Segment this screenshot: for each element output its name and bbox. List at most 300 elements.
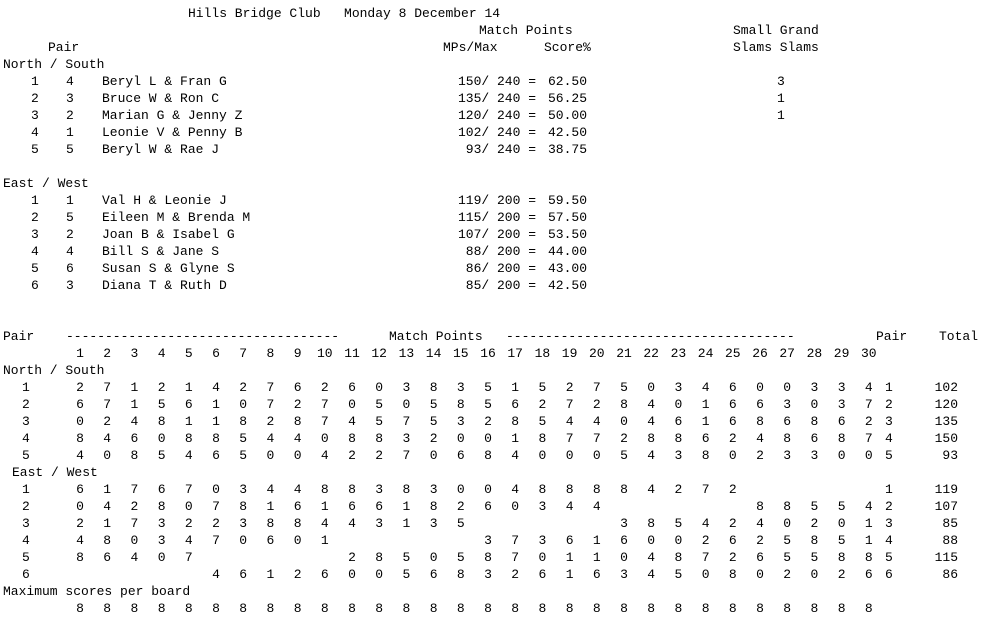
board-score: 4 [320, 448, 329, 463]
board-score: 6 [864, 567, 873, 582]
board-score: 3 [837, 380, 846, 395]
board-number: 28 [806, 346, 823, 361]
board-score: 7 [320, 397, 329, 412]
grid-pair-number-right: 5 [885, 550, 893, 565]
board-number: 15 [452, 346, 469, 361]
max-score: 8 [701, 601, 710, 616]
summary-pair-number: 5 [66, 210, 74, 225]
summary-rank: 2 [31, 91, 39, 106]
board-score: 7 [565, 397, 574, 412]
board-number: 29 [833, 346, 850, 361]
board-score: 8 [484, 448, 492, 463]
board-number: 12 [371, 346, 387, 361]
summary-pair-names: Bill S & Jane S [102, 244, 220, 259]
board-score: 8 [76, 550, 84, 565]
board-score: 2 [348, 448, 356, 463]
board-score: 8 [212, 431, 220, 446]
max-scores-label: Maximum scores per board [3, 584, 191, 599]
board-score: 0 [783, 380, 792, 395]
board-score: 5 [429, 414, 438, 429]
score-pct-heading: Score% [544, 40, 591, 55]
board-score: 1 [320, 499, 329, 514]
board-score: 1 [565, 550, 574, 565]
max-score: 8 [402, 601, 411, 616]
board-score: 2 [130, 499, 139, 514]
board-score: 4 [511, 448, 520, 463]
board-score: 8 [429, 380, 438, 395]
board-score: 8 [783, 431, 792, 446]
board-score: 5 [620, 448, 628, 463]
board-score: 8 [429, 499, 438, 514]
max-score: 8 [320, 601, 329, 616]
board-score: 0 [456, 431, 465, 446]
board-score: 7 [511, 533, 520, 548]
board-score: 6 [157, 482, 166, 497]
max-score: 8 [212, 601, 220, 616]
board-score: 1 [402, 499, 411, 514]
board-number: 26 [752, 346, 768, 361]
board-score: 1 [864, 533, 873, 548]
board-score: 2 [293, 567, 302, 582]
summary-pair-number: 3 [66, 278, 74, 293]
board-score: 8 [674, 550, 683, 565]
board-score: 5 [620, 380, 628, 395]
board-score: 8 [538, 482, 547, 497]
board-score: 0 [266, 448, 275, 463]
board-score: 2 [184, 516, 193, 531]
board-score: 6 [620, 533, 628, 548]
max-score: 8 [184, 601, 193, 616]
mps-max-heading: MPs/Max [443, 40, 498, 55]
board-score: 6 [565, 533, 574, 548]
board-score: 8 [130, 448, 139, 463]
board-score: 5 [239, 431, 248, 446]
board-score: 7 [592, 380, 601, 395]
board-score: 3 [538, 533, 547, 548]
board-score: 0 [674, 533, 683, 548]
board-score: 7 [130, 516, 139, 531]
board-score: 0 [293, 533, 302, 548]
board-score: 7 [565, 431, 574, 446]
board-score: 5 [837, 499, 846, 514]
max-score: 8 [837, 601, 846, 616]
grid-pair-number-right: 1 [885, 380, 893, 395]
board-score: 1 [212, 414, 220, 429]
board-score: 2 [728, 482, 737, 497]
board-score: 2 [456, 499, 465, 514]
board-number: 14 [425, 346, 442, 361]
board-number: 19 [561, 346, 578, 361]
board-score: 6 [538, 567, 547, 582]
board-score: 1 [103, 482, 112, 497]
board-score: 7 [320, 414, 329, 429]
max-score: 8 [864, 601, 873, 616]
board-score: 0 [728, 448, 737, 463]
summary-score-percent: 50.00 [548, 108, 588, 123]
board-score: 6 [456, 448, 465, 463]
board-score: 7 [701, 482, 710, 497]
grid-total: 115 [934, 550, 958, 565]
board-score: 0 [402, 397, 411, 412]
board-score: 2 [728, 550, 737, 565]
board-score: 5 [484, 380, 492, 395]
board-score: 1 [184, 380, 193, 395]
small-grand-heading: Small Grand [733, 23, 819, 38]
board-score: 6 [266, 533, 275, 548]
board-number: 24 [697, 346, 714, 361]
board-score: 0 [592, 448, 601, 463]
board-score: 2 [810, 516, 819, 531]
board-score: 8 [293, 516, 302, 531]
board-number: 9 [293, 346, 302, 361]
board-score: 7 [184, 550, 193, 565]
grid-ew-label: East / West [12, 465, 98, 480]
max-score: 8 [592, 601, 601, 616]
board-score: 0 [756, 567, 764, 582]
board-number: 5 [184, 346, 193, 361]
grid-pair-number-right: 4 [885, 431, 893, 446]
board-score: 8 [701, 448, 710, 463]
board-score: 2 [756, 533, 764, 548]
board-score: 0 [456, 482, 465, 497]
board-score: 1 [701, 397, 710, 412]
board-score: 7 [864, 397, 873, 412]
board-score: 7 [184, 482, 193, 497]
grid-total: 107 [934, 499, 958, 514]
board-score: 2 [592, 397, 601, 412]
grid-dashes-left: ----------------------------------- [66, 329, 340, 344]
board-score: 1 [266, 567, 275, 582]
board-score: 0 [130, 533, 139, 548]
board-score: 8 [837, 550, 846, 565]
board-score: 0 [674, 397, 683, 412]
board-score: 0 [348, 397, 356, 412]
grid-pair-heading: Pair [3, 329, 35, 344]
grid-pair-number: 2 [22, 499, 30, 514]
board-score: 6 [76, 397, 84, 412]
board-number: 7 [239, 346, 248, 361]
board-score: 8 [239, 414, 248, 429]
board-score: 8 [620, 397, 628, 412]
board-number: 30 [860, 346, 877, 361]
board-score: 3 [810, 380, 819, 395]
summary-rank: 4 [31, 244, 39, 259]
board-score: 6 [184, 397, 193, 412]
board-score: 4 [212, 567, 220, 582]
board-score: 6 [592, 567, 601, 582]
match-points-heading: Match Points [479, 23, 573, 38]
board-score: 8 [620, 482, 628, 497]
ns-section-label: North / South [3, 57, 105, 72]
board-score: 2 [375, 448, 384, 463]
max-score: 8 [130, 601, 139, 616]
board-score: 7 [212, 499, 220, 514]
board-score: 2 [620, 431, 628, 446]
summary-pair-number: 2 [66, 227, 74, 242]
summary-pair-names: Diana T & Ruth D [102, 278, 227, 293]
board-score: 6 [511, 397, 520, 412]
board-score: 0 [810, 567, 819, 582]
grid-pair-number-right: 2 [885, 499, 893, 514]
summary-pair-number: 2 [66, 108, 74, 123]
board-score: 4 [511, 482, 520, 497]
board-score: 7 [266, 397, 275, 412]
board-score: 4 [756, 516, 764, 531]
board-score: 0 [484, 482, 492, 497]
board-score: 1 [130, 397, 139, 412]
board-score: 4 [76, 448, 84, 463]
grid-pair-number: 1 [22, 380, 30, 395]
board-score: 8 [348, 431, 356, 446]
board-score: 1 [511, 431, 520, 446]
grid-total: 120 [934, 397, 958, 412]
board-score: 4 [592, 499, 601, 514]
board-score: 8 [456, 397, 465, 412]
board-score: 0 [348, 567, 356, 582]
board-score: 8 [538, 431, 547, 446]
board-score: 5 [837, 533, 846, 548]
max-score: 8 [76, 601, 84, 616]
board-score: 4 [565, 414, 574, 429]
summary-pair-number: 4 [66, 74, 74, 89]
board-score: 7 [402, 414, 411, 429]
board-score: 7 [402, 448, 411, 463]
board-score: 0 [293, 448, 302, 463]
board-score: 6 [783, 414, 792, 429]
board-score: 3 [484, 567, 492, 582]
board-score: 3 [620, 516, 628, 531]
board-score: 2 [837, 567, 846, 582]
board-score: 0 [375, 380, 384, 395]
max-score: 8 [565, 601, 574, 616]
board-score: 3 [783, 397, 792, 412]
board-score: 4 [348, 516, 356, 531]
board-score: 2 [728, 516, 737, 531]
summary-small-slams: 1 [777, 91, 785, 106]
grid-total: 88 [942, 533, 958, 548]
board-score: 8 [293, 414, 302, 429]
grid-pair-number: 4 [22, 533, 30, 548]
board-score: 0 [647, 533, 656, 548]
summary-pair-names: Joan B & Isabel G [102, 227, 235, 242]
board-score: 1 [320, 533, 329, 548]
board-score: 3 [157, 516, 166, 531]
board-score: 8 [756, 414, 764, 429]
board-score: 2 [701, 533, 710, 548]
summary-rank: 1 [31, 193, 39, 208]
board-score: 3 [157, 533, 166, 548]
board-score: 5 [810, 550, 819, 565]
board-number: 13 [398, 346, 415, 361]
board-score: 5 [783, 533, 792, 548]
grid-total: 86 [942, 567, 958, 582]
board-score: 5 [402, 567, 411, 582]
board-score: 4 [647, 550, 656, 565]
board-score: 3 [674, 380, 683, 395]
board-score: 1 [511, 380, 520, 395]
board-score: 2 [864, 414, 873, 429]
board-number: 18 [534, 346, 551, 361]
board-score: 1 [212, 397, 220, 412]
board-score: 1 [592, 550, 601, 565]
board-score: 5 [239, 448, 248, 463]
board-score: 1 [864, 516, 873, 531]
max-score: 8 [293, 601, 302, 616]
board-number: 2 [103, 346, 112, 361]
summary-mps-max: 119/ 200 = [457, 193, 536, 208]
summary-score-percent: 53.50 [548, 227, 588, 242]
summary-small-slams: 1 [777, 108, 785, 123]
summary-small-slams: 3 [777, 74, 785, 89]
board-score: 2 [212, 516, 220, 531]
summary-score-percent: 42.50 [548, 278, 588, 293]
summary-pair-number: 5 [66, 142, 74, 157]
board-score: 5 [375, 414, 384, 429]
max-score: 8 [484, 601, 492, 616]
summary-pair-number: 1 [66, 193, 74, 208]
grid-total: 102 [934, 380, 958, 395]
board-score: 2 [239, 380, 248, 395]
board-score: 6 [728, 533, 737, 548]
board-score: 8 [157, 499, 166, 514]
board-score: 8 [76, 431, 84, 446]
max-score: 8 [810, 601, 819, 616]
board-score: 4 [864, 380, 873, 395]
board-score: 8 [103, 533, 112, 548]
summary-score-percent: 57.50 [548, 210, 588, 225]
max-score: 8 [728, 601, 737, 616]
board-score: 0 [837, 516, 846, 531]
board-score: 4 [266, 431, 275, 446]
summary-mps-max: 102/ 240 = [457, 125, 536, 140]
board-score: 6 [701, 431, 710, 446]
board-score: 8 [266, 516, 275, 531]
grid-total: 93 [942, 448, 958, 463]
board-score: 0 [783, 516, 792, 531]
board-score: 8 [810, 533, 819, 548]
board-score: 4 [647, 414, 656, 429]
board-score: 0 [239, 533, 248, 548]
board-score: 2 [293, 397, 302, 412]
board-score: 0 [647, 380, 656, 395]
grid-pair-number: 3 [22, 516, 30, 531]
summary-pair-names: Susan S & Glyne S [102, 261, 235, 276]
max-score: 8 [456, 601, 465, 616]
board-score: 1 [402, 516, 411, 531]
board-score: 6 [429, 567, 438, 582]
grid-pair-number-right: 1 [885, 482, 893, 497]
board-score: 6 [756, 550, 764, 565]
board-score: 4 [647, 397, 656, 412]
summary-mps-max: 88/ 200 = [465, 244, 536, 259]
board-score: 7 [864, 431, 873, 446]
board-score: 6 [103, 550, 112, 565]
board-score: 4 [647, 448, 656, 463]
summary-mps-max: 85/ 200 = [465, 278, 536, 293]
board-score: 2 [756, 448, 764, 463]
board-score: 5 [810, 499, 819, 514]
summary-score-percent: 43.00 [548, 261, 588, 276]
grid-pair-number: 2 [22, 397, 30, 412]
board-score: 3 [783, 448, 792, 463]
board-score: 5 [429, 397, 438, 412]
summary-rank: 4 [31, 125, 39, 140]
board-score: 4 [647, 482, 656, 497]
grid-pair-number-right: 5 [885, 448, 893, 463]
board-score: 4 [592, 414, 601, 429]
board-score: 6 [212, 448, 220, 463]
board-score: 8 [320, 482, 329, 497]
board-score: 0 [212, 482, 220, 497]
max-score: 8 [538, 601, 547, 616]
max-score: 8 [375, 601, 384, 616]
board-score: 3 [429, 482, 438, 497]
board-score: 5 [674, 516, 683, 531]
max-score: 8 [756, 601, 764, 616]
board-score: 2 [157, 380, 166, 395]
board-score: 5 [157, 397, 166, 412]
board-score: 0 [429, 448, 438, 463]
board-score: 8 [348, 482, 356, 497]
grid-pair-number: 6 [22, 567, 30, 582]
board-score: 6 [348, 380, 356, 395]
summary-mps-max: 135/ 240 = [457, 91, 536, 106]
grid-pair-number-right: 3 [885, 414, 893, 429]
max-score: 8 [511, 601, 520, 616]
summary-pair-names: Marian G & Jenny Z [102, 108, 243, 123]
summary-pair-names: Beryl L & Fran G [102, 74, 227, 89]
summary-rank: 1 [31, 74, 39, 89]
summary-mps-max: 115/ 200 = [457, 210, 536, 225]
board-score: 3 [674, 448, 683, 463]
board-score: 2 [484, 414, 492, 429]
board-score: 3 [402, 431, 411, 446]
board-score: 6 [728, 414, 737, 429]
grid-pair-number: 3 [22, 414, 30, 429]
board-score: 6 [728, 397, 737, 412]
page-title: Hills Bridge Club Monday 8 December 14 [188, 6, 501, 21]
board-score: 8 [647, 431, 656, 446]
max-score: 8 [239, 601, 248, 616]
max-score: 8 [647, 601, 656, 616]
board-score: 8 [756, 499, 764, 514]
board-score: 8 [864, 550, 873, 565]
board-score: 5 [538, 414, 547, 429]
summary-pair-names: Leonie V & Penny B [102, 125, 243, 140]
board-score: 3 [239, 482, 248, 497]
board-number: 8 [266, 346, 275, 361]
board-score: 0 [76, 499, 84, 514]
max-score: 8 [674, 601, 683, 616]
summary-score-percent: 56.25 [548, 91, 588, 106]
board-score: 8 [647, 516, 656, 531]
grid-total: 119 [934, 482, 958, 497]
board-score: 2 [429, 431, 438, 446]
board-score: 6 [293, 380, 302, 395]
grid-pair-number-right: 4 [885, 533, 893, 548]
summary-pair-number: 6 [66, 261, 74, 276]
grid-pair-number-right: 6 [885, 567, 893, 582]
summary-score-percent: 42.50 [548, 125, 588, 140]
board-score: 8 [484, 550, 492, 565]
board-score: 2 [728, 431, 737, 446]
board-score: 3 [402, 380, 411, 395]
board-score: 5 [456, 550, 465, 565]
board-score: 3 [429, 516, 438, 531]
board-score: 0 [320, 431, 329, 446]
board-score: 4 [293, 482, 302, 497]
board-score: 1 [130, 380, 139, 395]
